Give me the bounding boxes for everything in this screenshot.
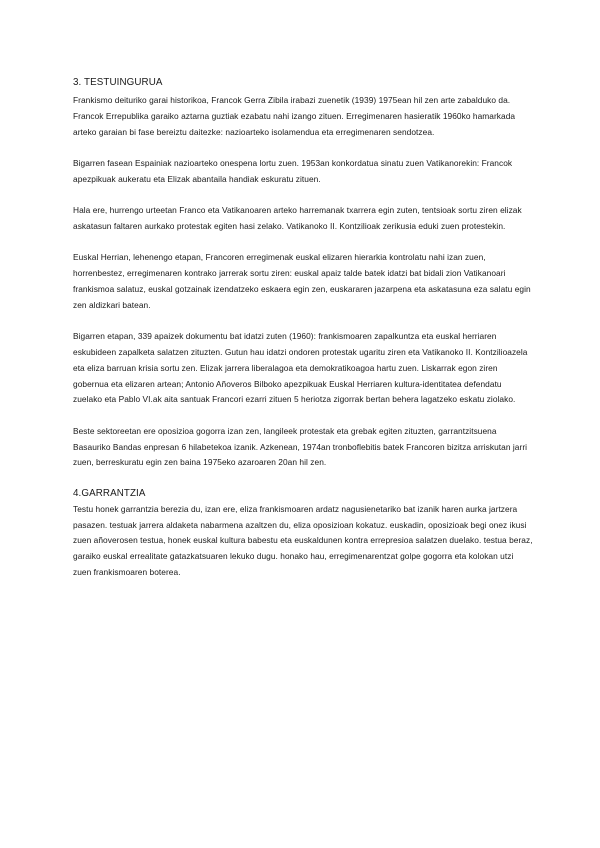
paragraph: Testu honek garrantzia berezia du, izan ere, eliza frankismoaren ardatz nagusienetariko bat izanik haren aurka jartzera pasazen. testuak jarrera aldaketa nabarmena azaltzen du, eliza oposizioan kokatuz. euskadin, oposizioak begi onez ikusi zuen añoverosen testua, honek euskal kultura babestu eta euskaldunen kontra errepresioa salatzen duelako. testua beraz, garaiko euskal errealitate gatazkatsuaren lekuko dugu. honako hau, erregimenarentzat golpe gogorra eta kolokan utzi zuen frankismoaren boterea.	[73, 503, 533, 577]
section-heading-context: 3. TESTUINGURUA	[73, 77, 163, 88]
paragraph: Bigarren fasean Espainiak nazioarteko onespena lortu zuen. 1953an konkordatua sinatu zuen Vatikanorekin: Francok apezpikuak aukeratu eta Elizak abantaila handiak eskuratu zituen.	[73, 157, 513, 184]
document-page	[73, 76, 533, 596]
paragraph: Euskal Herrian, lehenengo etapan, Francoren erregimenak euskal elizaren hierarkia kontrolatu nahi izan zuen, horrenbestez, erregimenaren kontrako jarrerak sortu ziren: euskal apaiz talde batek idatzi bat bidali zion Vatikanoari frankismoa salatuz, euskal gotzainak izendatzeko eskaera egin zen, euskararen jazarpena eta askatasuna eza salatu egin zen aldizkari batean.	[73, 252, 531, 310]
section-heading-importance: 4.GARRANTZIA	[73, 487, 146, 499]
paragraph: Beste sektoreetan ere oposizioa gogorra izan zen, langileek protestak eta grebak egiten zituzten, garrantzitsuena Basauriko Bandas enpresan 6 hilabetekoa izanik. Azkenean, 1974an tronboflebitis batek Francoren bizitza arriskutan jarri zuen, berreskuratu egin zen baina 1975eko azaroaren 20an hil zen.	[73, 425, 528, 468]
section-context	[73, 76, 533, 471]
paragraph: Bigarren etapan, 339 apaizek dokumentu bat idatzi zuten (1960): frankismoaren zapalkuntza eta euskal herriaren eskubideen zapalketa salatzen zituzten. Gutun hau idatzi ondoren protestak ugaritu ziren eta Vatikanoko II. Kontzilioazela eta eliza barruan krisia sortu zen. Elizak jarrera liberalagoa eta demokratikoagoa hartu zuen. Liskarrak egon ziren gobernua eta elizaren artean; Antonio Añoveros Bilboko apezpikuak Euskal Herriaren kultura-identitatea defendatu zuelako eta Pablo VI.ak aita santuak Francori ezarri zituen 5 heriotza zigorrak bertan behera lagatzeko eskatu ziolako.	[73, 331, 528, 405]
paragraph: Frankismo deituriko garai historikoa, Francok Gerra Zibila irabazi zuenetik (1939) 1975ean hil zen arte zabalduko da. Francok Errepublika garaiko aztarna guztiak ezabatu nahi izango zituen. Erregimenaren hasieratik 1960ko hamarkada arteko garaian bi fase bereiztu daitezke: nazioarteko isolamendua eta erregimenaren sendotzea.	[73, 95, 516, 137]
paragraph: Hala ere, hurrengo urteetan Franco eta Vatikanoaren arteko harremanak txarrera egin zuten, tentsioak sortu ziren elizak askatasun faltaren aurkako protestak egiten hasi zelako. Vatikanoko II. Kontzilioak zerikusia eduki zuen protestekin.	[73, 205, 522, 231]
section-importance	[73, 487, 533, 581]
